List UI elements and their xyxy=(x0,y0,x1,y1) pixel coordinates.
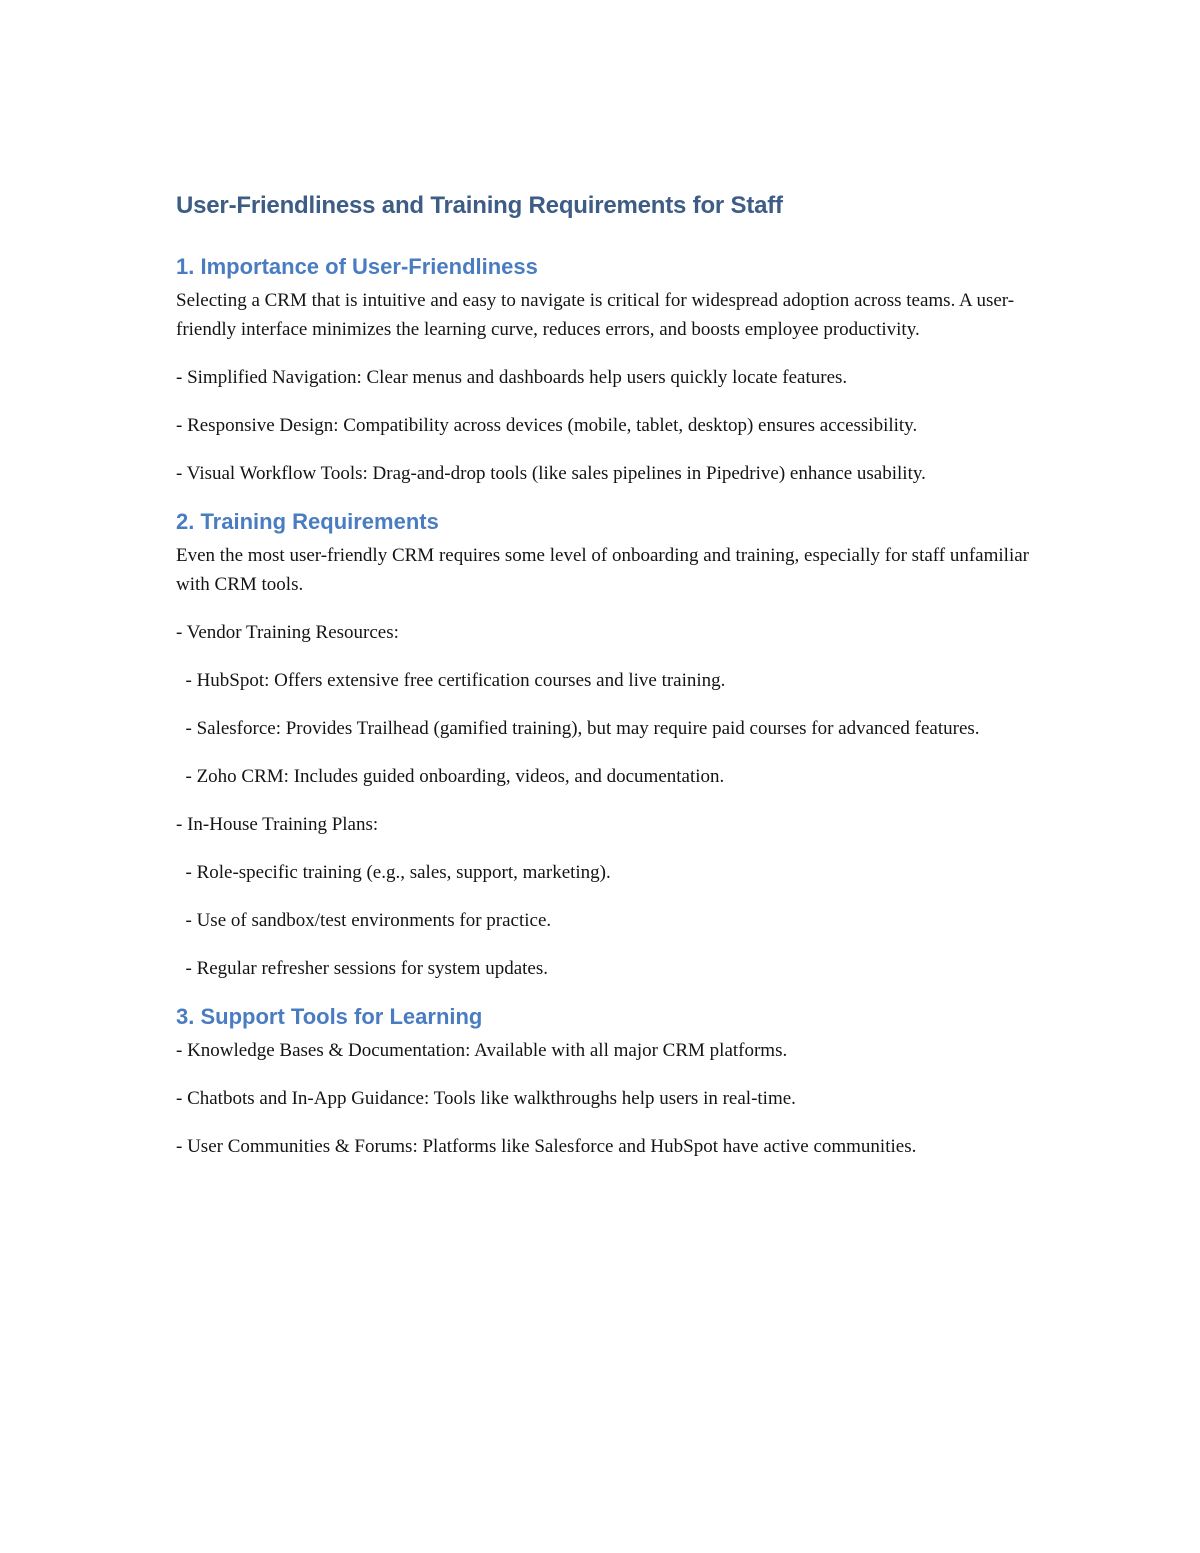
list-item: - In-House Training Plans: xyxy=(176,814,379,835)
list-item: - Responsive Design: Compatibility across devices (mobile, tablet, desktop) ensures accessibility. xyxy=(176,415,918,436)
section-intro-paragraph: Selecting a CRM that is intuitive and easy to navigate is critical for widespread adoption across teams. A user-friendly interface minimizes the learning curve, reduces errors, and boosts employee productivity. xyxy=(176,290,1015,340)
section-support-tools-for-learning xyxy=(176,1002,1036,1161)
sub-list-item: - Regular refresher sessions for system updates. xyxy=(176,958,548,979)
list-item: - Chatbots and In-App Guidance: Tools like walkthroughs help users in real-time. xyxy=(176,1088,796,1109)
document-page xyxy=(176,188,1036,1180)
section-heading: 2. Training Requirements xyxy=(176,509,439,534)
section-heading: 1. Importance of User-Friendliness xyxy=(176,254,538,279)
section-intro-paragraph: Even the most user-friendly CRM requires some level of onboarding and training, especially for staff unfamiliar with CRM tools. xyxy=(176,545,1029,595)
sub-list-item: - Use of sandbox/test environments for practice. xyxy=(176,910,552,931)
section-heading: 3. Support Tools for Learning xyxy=(176,1004,483,1029)
list-item: - Simplified Navigation: Clear menus and dashboards help users quickly locate features. xyxy=(176,367,848,388)
sub-list-item: - Salesforce: Provides Trailhead (gamified training), but may require paid courses for advanced features. xyxy=(176,718,980,739)
list-item: - User Communities & Forums: Platforms like Salesforce and HubSpot have active communities. xyxy=(176,1136,917,1157)
sub-list-item: - Role-specific training (e.g., sales, support, marketing). xyxy=(176,862,611,883)
list-item: - Vendor Training Resources: xyxy=(176,622,399,643)
list-item: - Visual Workflow Tools: Drag-and-drop tools (like sales pipelines in Pipedrive) enhance usability. xyxy=(176,463,926,484)
list-item: - Knowledge Bases & Documentation: Available with all major CRM platforms. xyxy=(176,1040,788,1061)
section-importance-of-user-friendliness xyxy=(176,252,1036,488)
document-title: User-Friendliness and Training Requirements for Staff xyxy=(176,192,783,219)
sub-list-item: - HubSpot: Offers extensive free certification courses and live training. xyxy=(176,670,726,691)
sub-list-item: - Zoho CRM: Includes guided onboarding, videos, and documentation. xyxy=(176,766,725,787)
section-training-requirements xyxy=(176,507,1036,983)
